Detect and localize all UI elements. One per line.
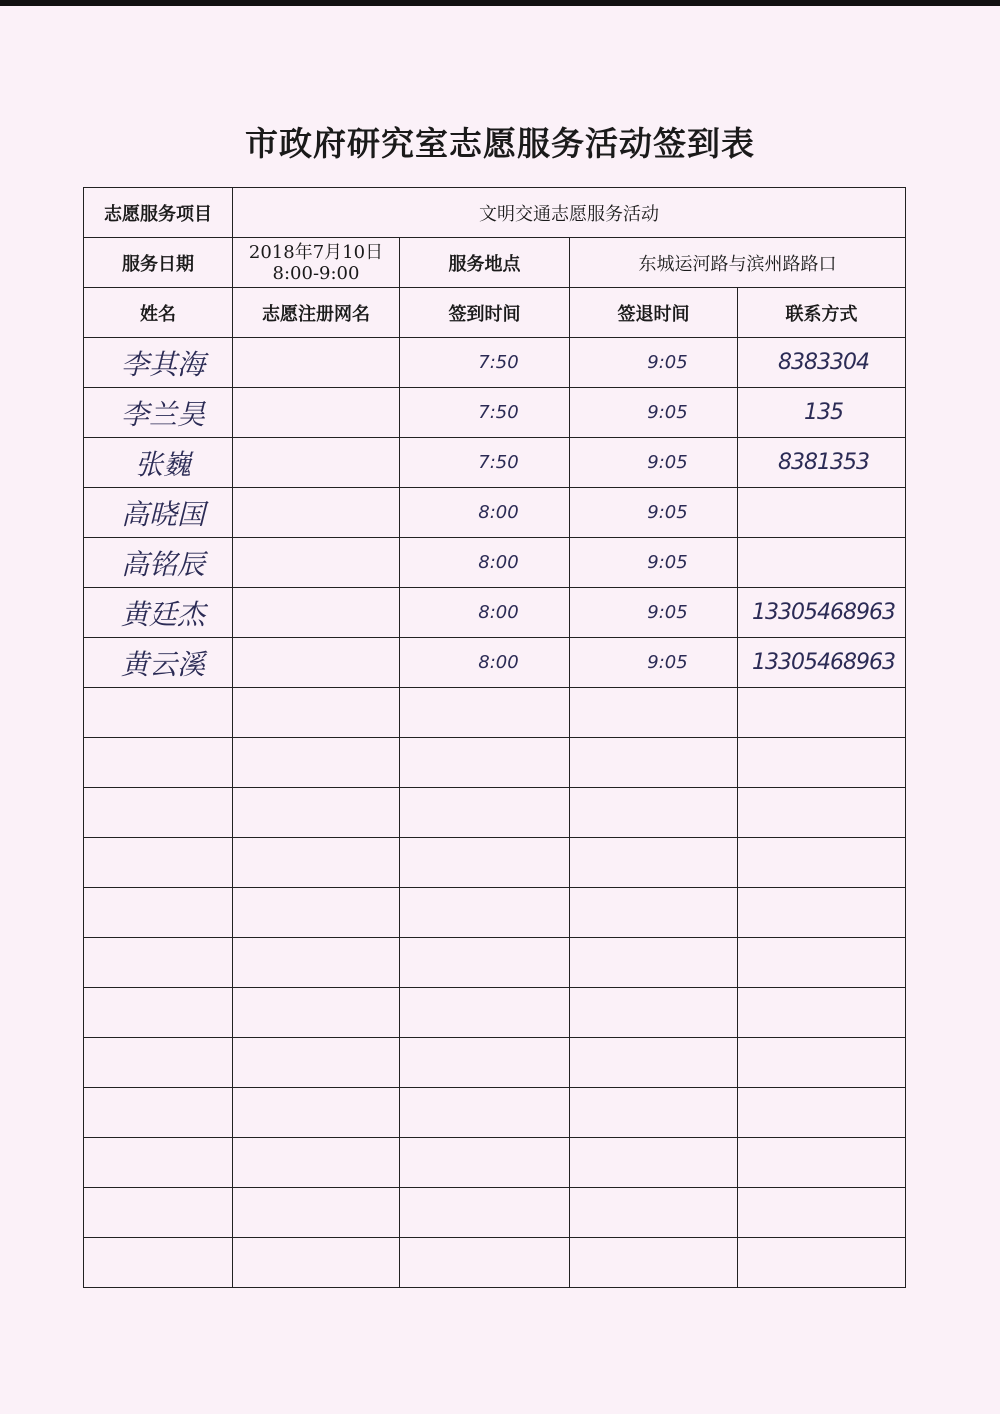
table-row [84,1038,906,1088]
sign-out-time: 9:05 [570,588,738,638]
column-header-sign-out: 签退时间 [570,288,738,338]
contact-number: 13305468963 [738,588,906,638]
contact-number [738,1238,906,1288]
project-label: 志愿服务项目 [84,188,233,238]
sign-out-time [570,988,738,1038]
table-row [84,888,906,938]
contact-number [738,938,906,988]
signature-name [84,1238,233,1288]
table-row [84,388,906,438]
table-row [84,338,906,388]
net-name-cell [233,1088,400,1138]
signature-name [84,1138,233,1188]
contact-number: 13305468963 [738,638,906,688]
net-name-cell [233,338,400,388]
location-value: 东城运河路与滨州路路口 [570,238,906,288]
signature-name: 高晓国 [84,488,233,538]
contact-number [738,688,906,738]
contact-number [738,788,906,838]
table-row [84,588,906,638]
sign-out-time [570,738,738,788]
signature-name [84,1038,233,1088]
column-header-contact: 联系方式 [738,288,906,338]
signature-name [84,738,233,788]
signature-name [84,938,233,988]
net-name-cell [233,538,400,588]
sign-in-time: 8:00 [400,588,570,638]
sign-in-time [400,1088,570,1138]
net-name-cell [233,838,400,888]
sign-in-time: 8:00 [400,488,570,538]
signature-name: 李兰昊 [84,388,233,438]
net-name-cell [233,588,400,638]
table-row [84,1238,906,1288]
sign-in-time: 8:00 [400,638,570,688]
table-row [84,1088,906,1138]
signature-name [84,1188,233,1238]
signature-name [84,1088,233,1138]
signature-name: 高铭辰 [84,538,233,588]
contact-number [738,1138,906,1188]
net-name-cell [233,1238,400,1288]
sign-in-time [400,688,570,738]
date-label: 服务日期 [84,238,233,288]
contact-number [738,1038,906,1088]
contact-number: 8381353 [738,438,906,488]
net-name-cell [233,988,400,1038]
sign-out-time [570,1238,738,1288]
sign-out-time [570,938,738,988]
net-name-cell [233,788,400,838]
contact-number [738,1088,906,1138]
net-name-cell [233,388,400,438]
signature-name: 黄廷杰 [84,588,233,638]
signature-name [84,988,233,1038]
sign-in-time: 7:50 [400,338,570,388]
sign-in-table [83,187,906,1288]
scan-top-edge [0,0,1000,6]
sign-out-time: 9:05 [570,638,738,688]
column-header-name: 姓名 [84,288,233,338]
sign-in-time: 7:50 [400,388,570,438]
table-row [84,938,906,988]
sign-in-time: 8:00 [400,538,570,588]
sign-out-time [570,1138,738,1188]
sign-in-time [400,1038,570,1088]
signature-name [84,838,233,888]
table-row [84,488,906,538]
date-value [233,238,400,288]
contact-number: 8383304 [738,338,906,388]
project-row [84,188,906,238]
sign-in-time [400,838,570,888]
sign-out-time [570,888,738,938]
table-row [84,988,906,1038]
sign-in-time [400,738,570,788]
sign-in-time [400,1138,570,1188]
sign-out-time: 9:05 [570,438,738,488]
signature-name: 李其海 [84,338,233,388]
sign-out-time [570,1088,738,1138]
net-name-cell [233,1138,400,1188]
table-row [84,788,906,838]
table-row [84,438,906,488]
signature-name [84,788,233,838]
contact-number [738,538,906,588]
sign-out-time [570,838,738,888]
signature-name [84,888,233,938]
net-name-cell [233,688,400,738]
table-row [84,738,906,788]
column-header-row [84,288,906,338]
contact-number [738,888,906,938]
column-header-sign-in: 签到时间 [400,288,570,338]
project-value: 文明交通志愿服务活动 [233,188,906,238]
sign-in-time [400,1188,570,1238]
date-location-row [84,238,906,288]
date-value-line1: 2018年7月10日 [248,241,384,263]
sign-out-time: 9:05 [570,388,738,438]
table-row [84,838,906,888]
location-label: 服务地点 [400,238,570,288]
table-row [84,1188,906,1238]
contact-number [738,1188,906,1238]
sign-in-time [400,888,570,938]
sign-in-time [400,988,570,1038]
sign-out-time: 9:05 [570,538,738,588]
sign-out-time [570,688,738,738]
contact-number [738,988,906,1038]
contact-number [738,738,906,788]
net-name-cell [233,638,400,688]
page-title: 市政府研究室志愿服务活动签到表 [245,124,755,163]
net-name-cell [233,1188,400,1238]
signature-name: 张巍 [84,438,233,488]
sign-out-time [570,788,738,838]
net-name-cell [233,738,400,788]
sign-in-time: 7:50 [400,438,570,488]
contact-number [738,838,906,888]
sign-out-time: 9:05 [570,488,738,538]
net-name-cell [233,488,400,538]
contact-number: 135 [738,388,906,438]
sign-in-time [400,788,570,838]
sign-in-time [400,938,570,988]
date-value-line2: 8:00-9:00 [272,262,360,284]
signature-name [84,688,233,738]
column-header-net-name: 志愿注册网名 [233,288,400,338]
table-row [84,1138,906,1188]
net-name-cell [233,888,400,938]
table-row [84,638,906,688]
net-name-cell [233,938,400,988]
sign-out-time [570,1038,738,1088]
sign-out-time [570,1188,738,1238]
table-row [84,688,906,738]
signature-name: 黄云溪 [84,638,233,688]
net-name-cell [233,438,400,488]
net-name-cell [233,1038,400,1088]
sign-out-time: 9:05 [570,338,738,388]
sign-in-time [400,1238,570,1288]
table-row [84,538,906,588]
contact-number [738,488,906,538]
